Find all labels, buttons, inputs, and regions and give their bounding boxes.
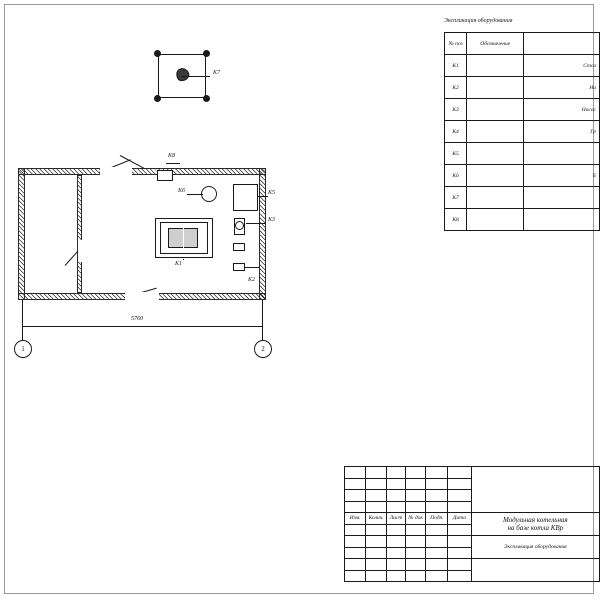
label-k7: К7 <box>213 70 220 76</box>
stamp-cell <box>448 467 471 479</box>
stamp-col-izm: Изм. <box>345 513 366 525</box>
axis-mark-2: 2 <box>254 340 272 358</box>
stamp-cell <box>366 467 387 479</box>
stamp-row <box>345 467 600 479</box>
stamp-cell <box>366 559 387 571</box>
stamp-cell <box>387 501 406 513</box>
stamp-cell <box>387 490 406 502</box>
stamp-object-title <box>471 513 599 536</box>
spec-cell-oz <box>467 99 524 121</box>
stamp-cell <box>387 570 406 582</box>
stamp-cell <box>345 501 366 513</box>
k6-equipment <box>201 186 217 202</box>
stamp-cell <box>448 490 471 502</box>
stamp-cell <box>426 524 448 536</box>
stamp-cell <box>448 501 471 513</box>
stamp-cell <box>345 559 366 571</box>
stamp-col-data: Дата <box>448 513 471 525</box>
spec-cell-pos: К5 <box>445 143 467 165</box>
stamp-cell <box>387 559 406 571</box>
opening-partition <box>78 240 84 262</box>
k1-leader <box>183 259 184 260</box>
stamp-cell <box>366 501 387 513</box>
label-k2: К2 <box>248 277 255 283</box>
k5-leader <box>258 196 268 197</box>
stamp-cell <box>345 524 366 536</box>
spec-cell-oz <box>467 55 524 77</box>
label-k6: К6 <box>178 188 185 194</box>
label-k1: К1 <box>175 261 182 267</box>
stamp-cell <box>345 467 366 479</box>
stamp-col-kolich: Колич. <box>366 513 387 525</box>
stamp-cell <box>426 467 448 479</box>
stamp-cell <box>426 536 448 548</box>
stamp-cell <box>405 490 426 502</box>
spec-cell-name <box>524 143 600 165</box>
stamp-cell <box>426 490 448 502</box>
dimension-value: 5760 <box>131 316 143 322</box>
k6-leader <box>187 194 203 195</box>
spec-cell-name: Гр <box>524 121 600 143</box>
stamp-cell <box>345 490 366 502</box>
opening-bottom <box>125 292 159 301</box>
wall-right <box>259 168 266 300</box>
spec-header-oz: Обозначение <box>467 33 524 55</box>
table-row <box>445 187 600 209</box>
stamp-cell <box>366 547 387 559</box>
wall-partition <box>77 175 82 293</box>
spec-cell-name <box>524 209 600 231</box>
title-block <box>344 466 600 582</box>
stamp-cell <box>426 570 448 582</box>
spec-header-pos: № поз <box>445 33 467 55</box>
stamp-blank-top <box>471 467 599 513</box>
stamp-cell <box>405 547 426 559</box>
stamp-cell <box>387 467 406 479</box>
stamp-cell <box>345 570 366 582</box>
spec-cell-name: Стол <box>524 55 600 77</box>
floor-plan <box>0 0 330 360</box>
k8-equipment <box>157 170 173 181</box>
k1-boiler-divider <box>183 228 184 248</box>
spec-cell-oz <box>467 187 524 209</box>
table-row <box>445 121 600 143</box>
opening-top <box>100 167 132 176</box>
k7-anchor-bl <box>154 95 161 102</box>
table-row <box>445 209 600 231</box>
stamp-cell <box>405 524 426 536</box>
spec-header-row <box>445 33 600 55</box>
label-k8: К8 <box>168 153 175 159</box>
spec-cell-name: Б <box>524 165 600 187</box>
spec-cell-name: Насос <box>524 99 600 121</box>
stamp-cell <box>345 536 366 548</box>
stamp-cell <box>405 559 426 571</box>
stamp-row <box>345 536 600 548</box>
stamp-cell <box>366 536 387 548</box>
spec-title: Экспликация оборудования <box>444 18 513 24</box>
stamp-cell <box>387 536 406 548</box>
stamp-cell <box>448 559 471 571</box>
stamp-cell <box>448 570 471 582</box>
table-row <box>445 77 600 99</box>
stamp-title-line2: на базе котла КВр <box>507 524 564 532</box>
k5-equipment <box>233 184 258 211</box>
spec-cell-pos: К1 <box>445 55 467 77</box>
spec-cell-oz <box>467 121 524 143</box>
spec-cell-name: На <box>524 77 600 99</box>
stamp-cell <box>405 478 426 490</box>
equipment-spec-table <box>444 32 600 231</box>
table-row <box>445 143 600 165</box>
spec-cell-oz <box>467 143 524 165</box>
stamp-cell <box>448 478 471 490</box>
table-row <box>445 55 600 77</box>
stamp-col-podp: Подп. <box>426 513 448 525</box>
stamp-cell <box>366 524 387 536</box>
spec-cell-pos: К7 <box>445 187 467 209</box>
k2-leader <box>245 267 259 268</box>
stamp-cell <box>366 478 387 490</box>
stamp-title-line1: Модульная котельная <box>502 516 568 524</box>
spec-cell-oz <box>467 209 524 231</box>
k3-leader <box>246 223 266 224</box>
spec-cell-pos: К4 <box>445 121 467 143</box>
wall-left <box>18 168 25 300</box>
stamp-cell <box>345 478 366 490</box>
spec-cell-oz <box>467 165 524 187</box>
stamp-cell <box>405 501 426 513</box>
stamp-blank-bottom <box>471 559 599 582</box>
spec-header-name <box>524 33 600 55</box>
stamp-cell <box>387 524 406 536</box>
k2-pump-b <box>233 263 245 271</box>
stamp-cell <box>345 547 366 559</box>
stamp-cell <box>405 536 426 548</box>
stamp-cell <box>387 547 406 559</box>
stamp-cell <box>426 547 448 559</box>
stamp-cell <box>448 524 471 536</box>
spec-cell-pos: К6 <box>445 165 467 187</box>
table-row <box>445 165 600 187</box>
stamp-column-headers <box>345 513 600 525</box>
stamp-cell <box>426 478 448 490</box>
stamp-sheet-title: Экспликация оборудования <box>471 536 599 559</box>
wall-top <box>18 168 266 175</box>
stamp-cell <box>426 559 448 571</box>
k7-anchor-tr <box>203 50 210 57</box>
label-k3: К3 <box>268 217 275 223</box>
stamp-cell <box>448 536 471 548</box>
dimension-line <box>22 326 262 327</box>
stamp-cell <box>448 547 471 559</box>
stamp-cell <box>366 490 387 502</box>
stamp-col-list: Лист <box>387 513 406 525</box>
stamp-cell <box>405 467 426 479</box>
k3-impeller <box>235 221 244 230</box>
k7-anchor-br <box>203 95 210 102</box>
stamp-cell <box>405 570 426 582</box>
table-row <box>445 99 600 121</box>
stamp-cell <box>387 478 406 490</box>
k8-leader <box>166 163 180 164</box>
spec-cell-pos: К8 <box>445 209 467 231</box>
spec-cell-pos: К3 <box>445 99 467 121</box>
stamp-cell <box>366 570 387 582</box>
stamp-row <box>345 559 600 571</box>
k7-anchor-tl <box>154 50 161 57</box>
axis-mark-1: 1 <box>14 340 32 358</box>
label-k5: К5 <box>268 190 275 196</box>
k2-pump-a <box>233 243 245 251</box>
spec-cell-pos: К2 <box>445 77 467 99</box>
spec-cell-name <box>524 187 600 209</box>
stamp-col-ndok: № док <box>405 513 426 525</box>
stamp-cell <box>426 501 448 513</box>
spec-cell-oz <box>467 77 524 99</box>
k7-leader <box>182 76 210 77</box>
